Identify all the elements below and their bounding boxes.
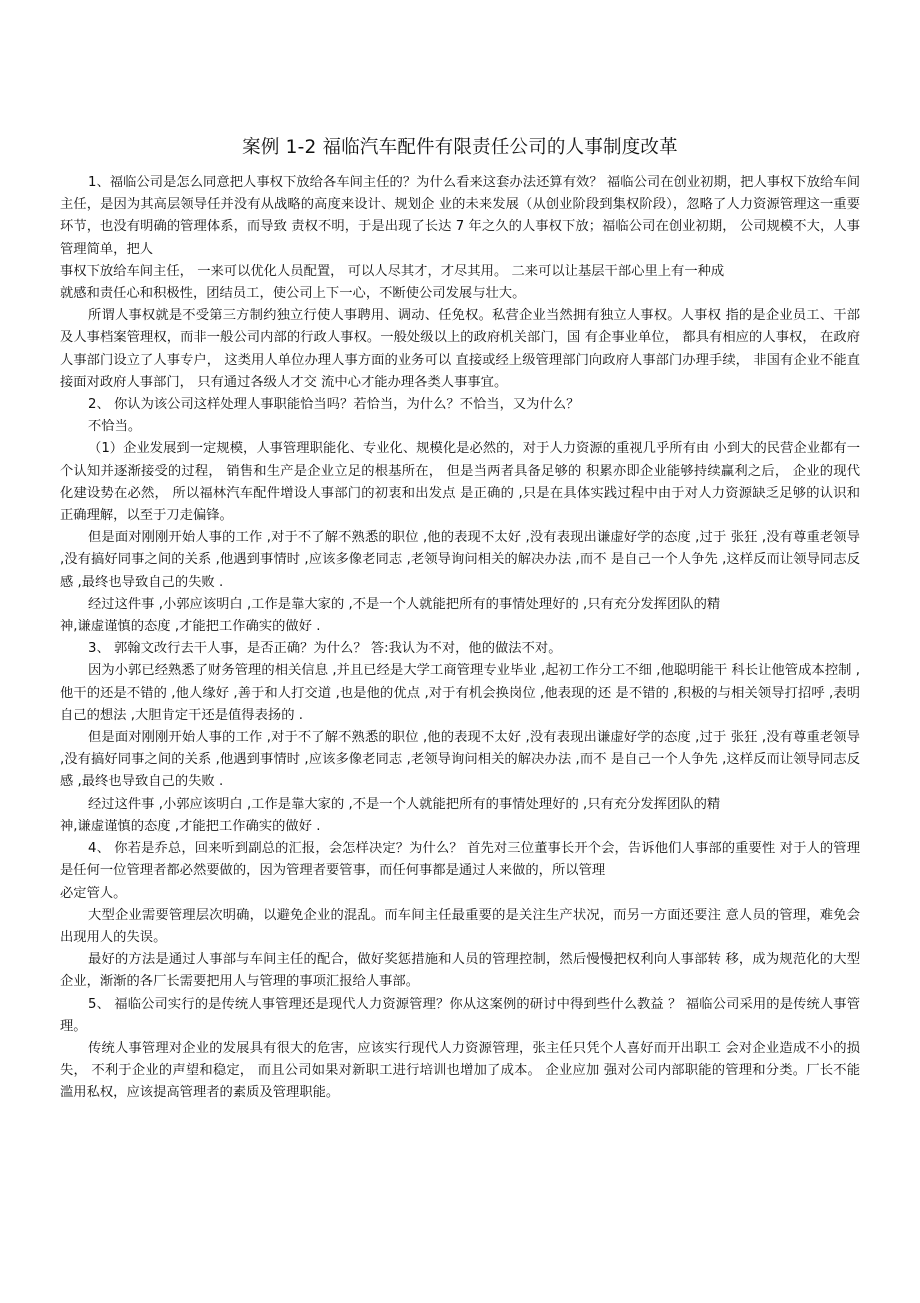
paragraph: 经过这件事 ,小郭应该明白 ,工作是靠大家的 ,不是一个人就能把所有的事情处理好的 ,只有充分发挥团队的精 — [88, 796, 721, 812]
paragraph: 因为小郭已经熟悉了财务管理的相关信息 ,并且已经是大学工商管理专业毕业 ,起初工作分工不细 ,他聪明能干 科长让他管成本控制 ,他干的还是不错的 ,他人缘好 ,善于和人打交道 ,也是他的优点 ,对于有机会换岗位 ,他表现的还 是不错的 ,积极的与相关领导打招呼 ,表明自己的想法 ,大胆肯定干还是值得表扬的 . — [60, 663, 860, 723]
paragraph: 3、 郭翰文改行去干人事，是否正确？为什么？ 答:我认为不对，他的做法不对。 — [88, 641, 562, 657]
paragraph: 神,谦虚谨慎的态度 ,才能把工作确实的做好 . — [60, 818, 321, 834]
paragraph: 5、 福临公司实行的是传统人事管理还是现代人力资源管理？你从这案例的研讨中得到些什么教益 ？ 福临公司采用的是传统人事管理。 — [60, 996, 860, 1034]
paragraph: 但是面对刚刚开始人事的工作 ,对于不了解不熟悉的职位 ,他的表现不太好 ,没有表现出谦虚好学的态度 ,过于 张狂 ,没有尊重老领导 ,没有搞好同事之间的关系 ,他遇到事情时 ,应该多像老同志 ,老领导询问相关的解决办法 ,而不 是自己一个人争先 ,这样反而让领导同志反感 ,最终也导致自己的失败 . — [60, 530, 860, 590]
document-body — [60, 172, 860, 1105]
paragraph: 就感和责任心和积极性，团结员工，使公司上下一心，不断使公司发展与壮大。 — [60, 286, 526, 302]
paragraph: 2、 你认为该公司这样处理人事职能恰当吗？若恰当，为什么？不恰当，又为什么？ — [88, 397, 580, 413]
paragraph: 4、 你若是乔总，回来听到副总的汇报，会怎样决定？为什么？ 首先对三位董事长开个会，告诉他们人事部的重要性 对于人的管理是任何一位管理者都必然要做的，因为管理者要管事，而任何事都是通过人来做的，所以管理 — [60, 841, 860, 879]
paragraph: 但是面对刚刚开始人事的工作 ,对于不了解不熟悉的职位 ,他的表现不太好 ,没有表现出谦虚好学的态度 ,过于 张狂 ,没有尊重老领导 ,没有搞好同事之间的关系 ,他遇到事情时 ,应该多像老同志 ,老领导询问相关的解决办法 ,而不 是自己一个人争先 ,这样反而让领导同志反感 ,最终也导致自己的失败 . — [60, 730, 860, 790]
document-title: 案例 1-2 福临汽车配件有限责任公司的人事制度改革 — [242, 137, 678, 158]
paragraph: 必定管人。 — [60, 885, 127, 901]
paragraph: 经过这件事 ,小郭应该明白 ,工作是靠大家的 ,不是一个人就能把所有的事情处理好的 ,只有充分发挥团队的精 — [88, 596, 721, 612]
paragraph: 所谓人事权就是不受第三方制约独立行使人事聘用、调动、任免权。私营企业当然拥有独立人事权。人事权 指的是企业员工、干部及人事档案管理权，而非一般公司内部的行政人事权。一般处级以上的政府机关部门，国 有企事业单位， 都具有相应的人事权， 在政府人事部门设立了人事专户， 这类用人单位办理人事方面的业务可以 直接或经上级管理部门向政府人事部门办理手续， 非国有企业不能直接面对政府人事部门， 只有通过各级人才交 流中心才能办理各类人事事宜。 — [60, 308, 860, 390]
paragraph: 大型企业需要管理层次明确，以避免企业的混乱。而车间主任最重要的是关注生产状况，而另一方面还要注 意人员的管理，难免会出现用人的失误。 — [60, 907, 860, 945]
paragraph: 不恰当。 — [88, 419, 142, 435]
paragraph: 最好的方法是通过人事部与车间主任的配合，做好奖惩措施和人员的管理控制，然后慢慢把权利向人事部转 移，成为规范化的大型企业，渐渐的各厂长需要把用人与管理的事项汇报给人事部。 — [60, 952, 860, 990]
paragraph: （1）企业发展到一定规模，人事管理职能化、专业化、规模化是必然的，对于人力资源的重视几乎所有由 小到大的民营企业都有一个认知并逐渐接受的过程， 销售和生产是企业立足的根基所在， 但是当两者具备足够的 积累亦即企业能够持续赢利之后， 企业的现代化建设势在必然， 所以福林汽车配件增设人事部门的初衷和出发点 是正确的 ,只是在具体实践过程中由于对人力资源缺乏足够的认识和正确理解，以至于刀走偏锋。 — [60, 441, 860, 524]
paragraph: 事权下放给车间主任， 一来可以优化人员配置， 可以人尽其才，才尽其用。 二来可以让基层干部心里上有一种成 — [60, 263, 725, 279]
paragraph: 1、福临公司是怎么同意把人事权下放给各车间主任的？为什么看来这套办法还算有效？ 福临公司在创业初期，把人事权下放给车间主任，是因为其高层领导任并没有从战略的高度来设计、规划企 业的未来发展（从创业阶段到集权阶段），忽略了人力资源管理这一重要环节，也没有明确的管理体系，而导致 责权不明，于是出现了长达 7 年之久的人事权下放；福临公司在创业初期， 公司规模不大，人事管理简单，把人 — [60, 175, 860, 257]
paragraph: 传统人事管理对企业的发展具有很大的危害，应该实行现代人力资源管理，张主任只凭个人喜好而开出职工 会对企业造成不小的损失， 不利于企业的声望和稳定， 而且公司如果对新职工进行培训也增加了成本。 企业应加 强对公司内部职能的管理和分类。厂长不能滥用私权，应该提高管理者的素质及管理职能。 — [60, 1040, 860, 1101]
paragraph: 神,谦虚谨慎的态度 ,才能把工作确实的做好 . — [60, 619, 321, 635]
